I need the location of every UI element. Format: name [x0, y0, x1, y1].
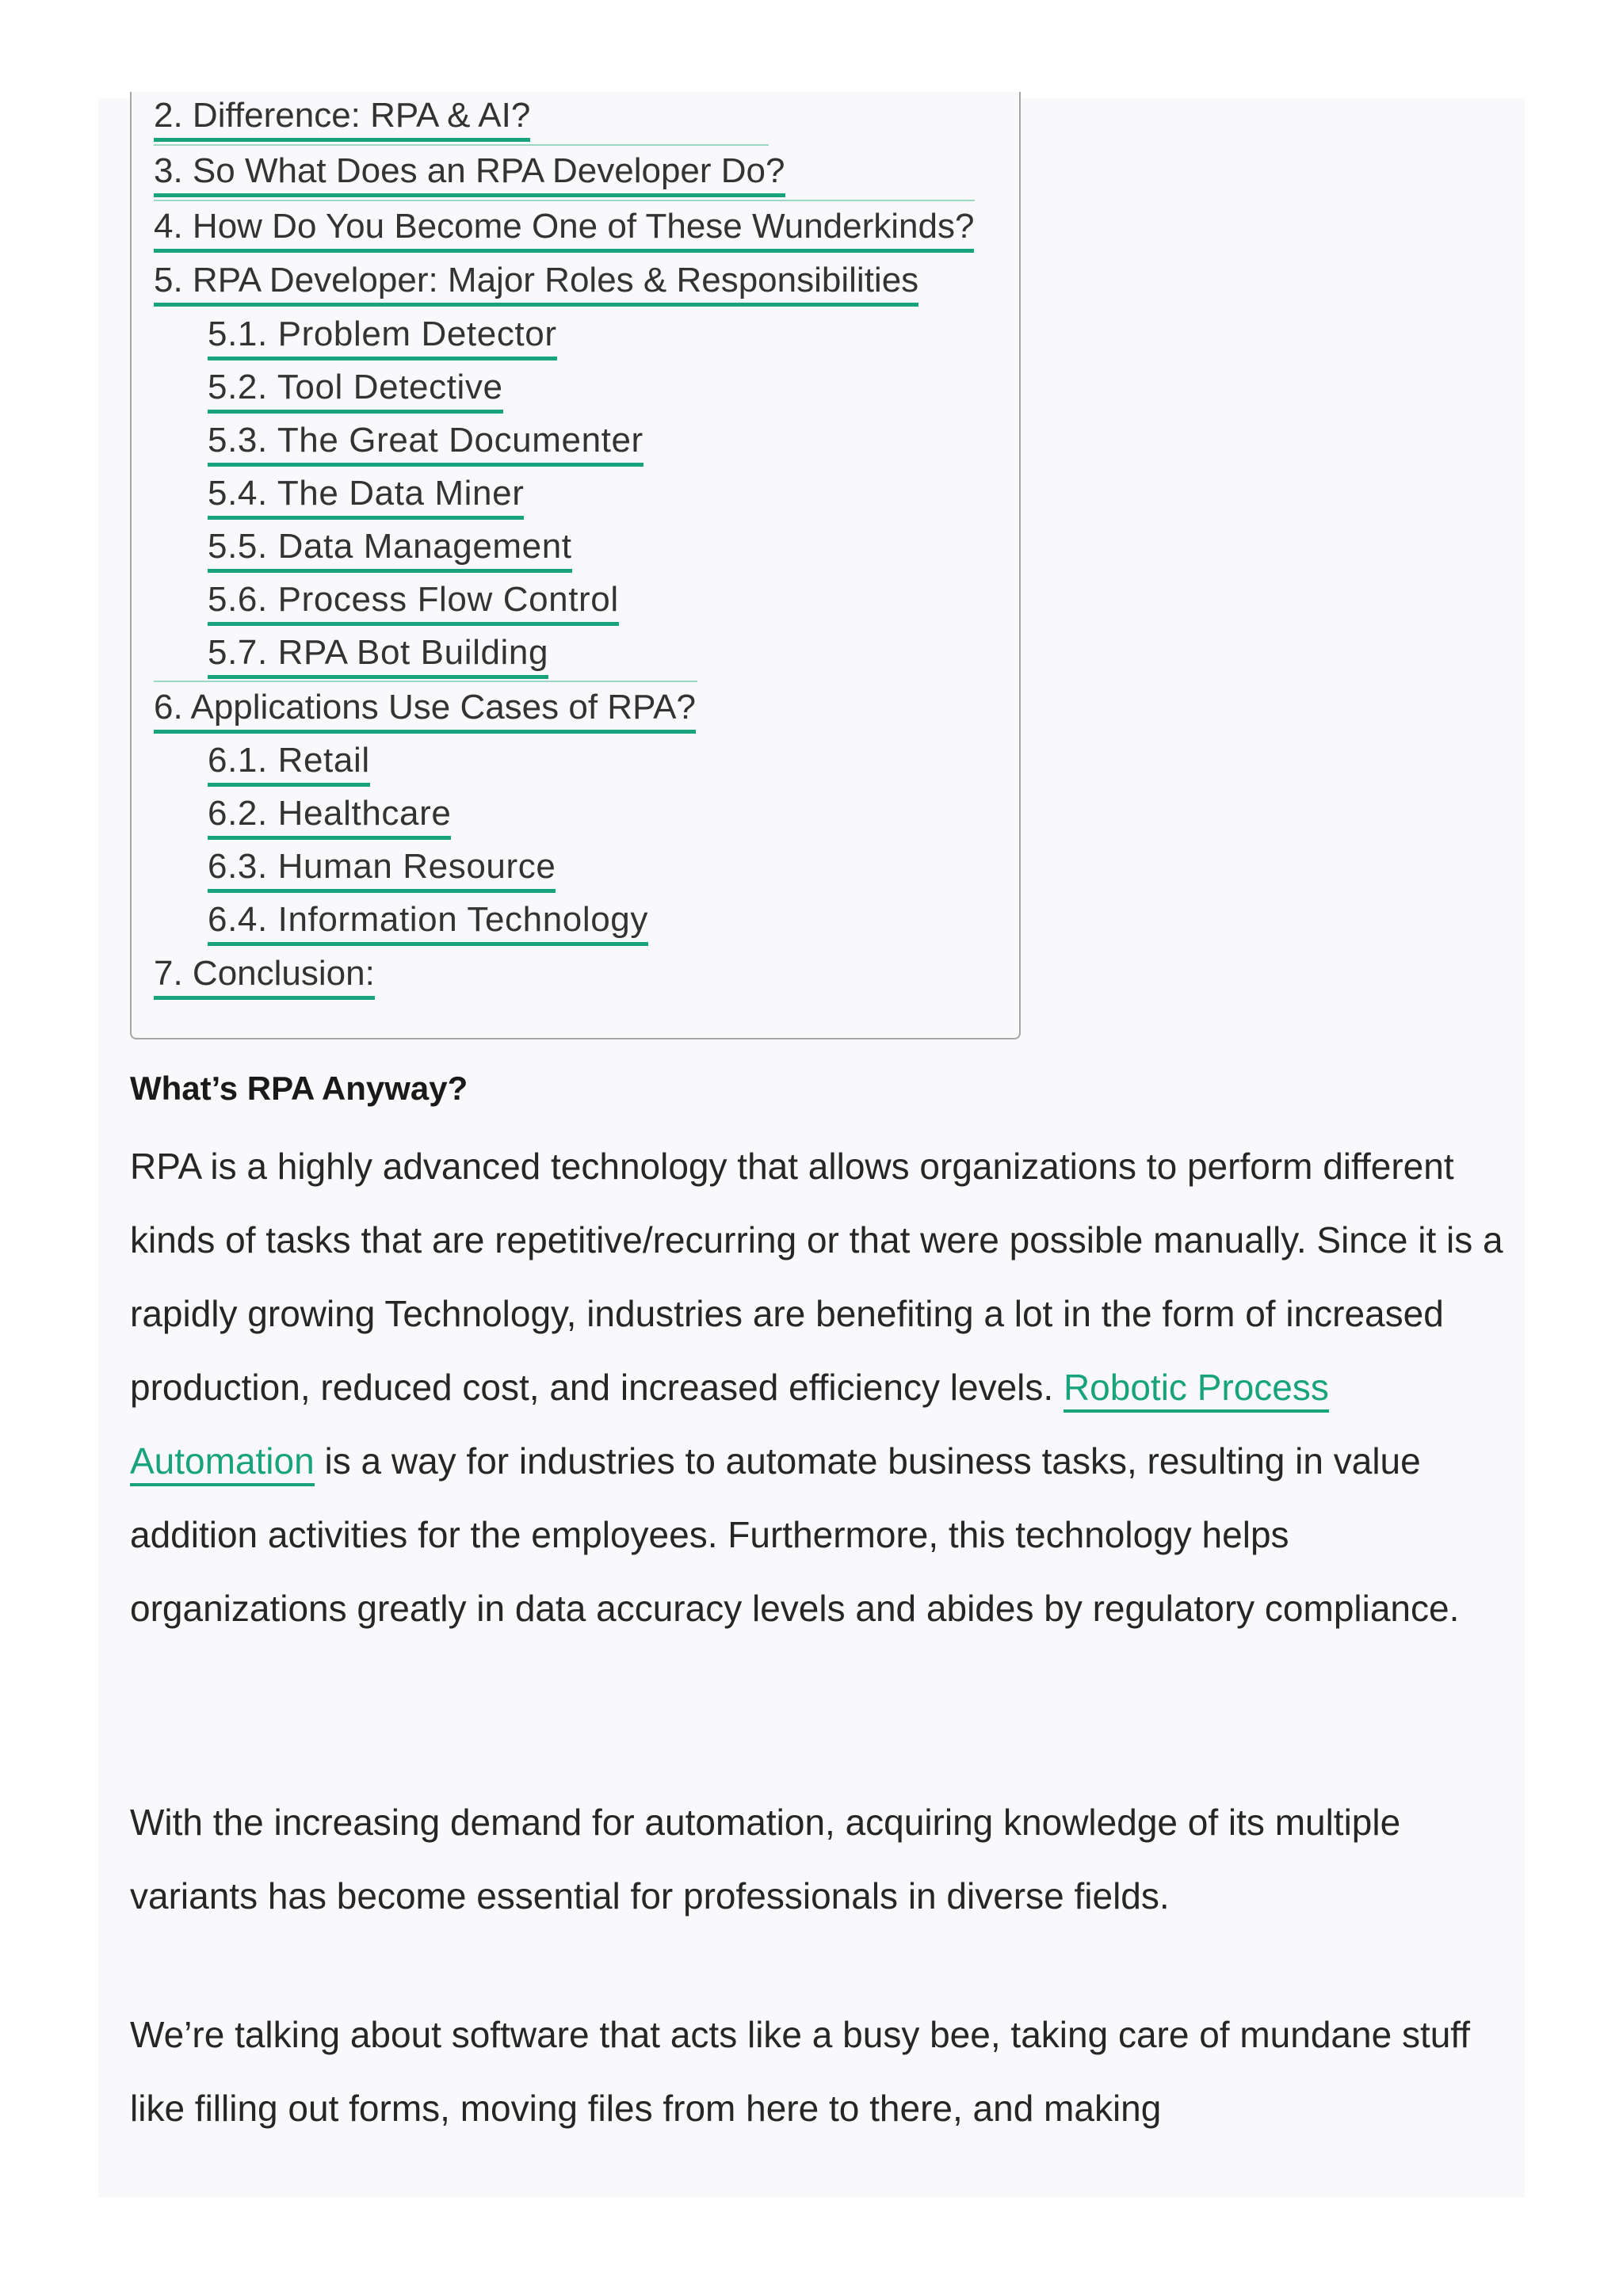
table-of-contents	[130, 92, 1021, 1039]
content-panel	[98, 98, 1525, 2198]
toc-link-information-technology[interactable]: 6.4. Information Technology	[208, 899, 648, 946]
toc-separator	[154, 681, 697, 682]
section-heading: What’s RPA Anyway?	[130, 1070, 468, 1107]
automation-demand-paragraph: With the increasing demand for automation, acquiring knowledge of its multiple variants has become essential for professionals in diverse fields.	[130, 1802, 1401, 1917]
toc-link-conclusion[interactable]: 7. Conclusion:	[154, 953, 375, 1000]
toc-link-rpa-developer-do[interactable]: 3. So What Does an RPA Developer Do?	[154, 151, 785, 197]
toc-link-human-resource[interactable]: 6.3. Human Resource	[208, 846, 556, 893]
toc-link-problem-detector[interactable]: 5.1. Problem Detector	[208, 314, 557, 360]
toc-link-applications-use-cases[interactable]: 6. Applications Use Cases of RPA?	[154, 687, 696, 734]
toc-separator	[154, 200, 975, 201]
software-paragraph: We’re talking about software that acts like a busy bee, taking care of mundane stuff like filling out forms, moving files from here to there, and making	[130, 2014, 1471, 2129]
intro-paragraph	[130, 1130, 1509, 1646]
toc-link-great-documenter[interactable]: 5.3. The Great Documenter	[208, 420, 643, 467]
paragraph-text: is a way for industries to automate business tasks, resulting in value addition activities for the employees. Furthermore, this technology helps organizations greatly in data accuracy levels and abides by regulatory compliance.	[130, 1440, 1460, 1629]
toc-separator	[154, 144, 769, 146]
toc-link-difference-rpa-ai[interactable]: 2. Difference: RPA & AI?	[154, 95, 530, 142]
toc-link-process-flow-control[interactable]: 5.6. Process Flow Control	[208, 579, 619, 626]
robotic-process-automation-link[interactable]: Robotic Process Automation	[130, 1367, 1329, 1486]
toc-link-data-management[interactable]: 5.5. Data Management	[208, 526, 572, 573]
toc-link-data-miner[interactable]: 5.4. The Data Miner	[208, 473, 524, 520]
toc-link-become-wunderkind[interactable]: 4. How Do You Become One of These Wunderkinds?	[154, 206, 974, 253]
toc-link-tool-detective[interactable]: 5.2. Tool Detective	[208, 367, 503, 414]
toc-link-healthcare[interactable]: 6.2. Healthcare	[208, 793, 451, 840]
toc-link-retail[interactable]: 6.1. Retail	[208, 740, 370, 787]
paragraph-text: RPA is a highly advanced technology that allows organizations to perform different kinds of tasks that are repetitive/recurring or that were possible manually. Since it is a rapidly growing Technology, industries are benefiting a lot in the form of increased production, reduced cost, and increased efficiency levels.	[130, 1146, 1503, 1408]
toc-link-roles-responsibilities[interactable]: 5. RPA Developer: Major Roles & Responsibilities	[154, 260, 918, 307]
toc-link-rpa-bot-building[interactable]: 5.7. RPA Bot Building	[208, 632, 548, 679]
